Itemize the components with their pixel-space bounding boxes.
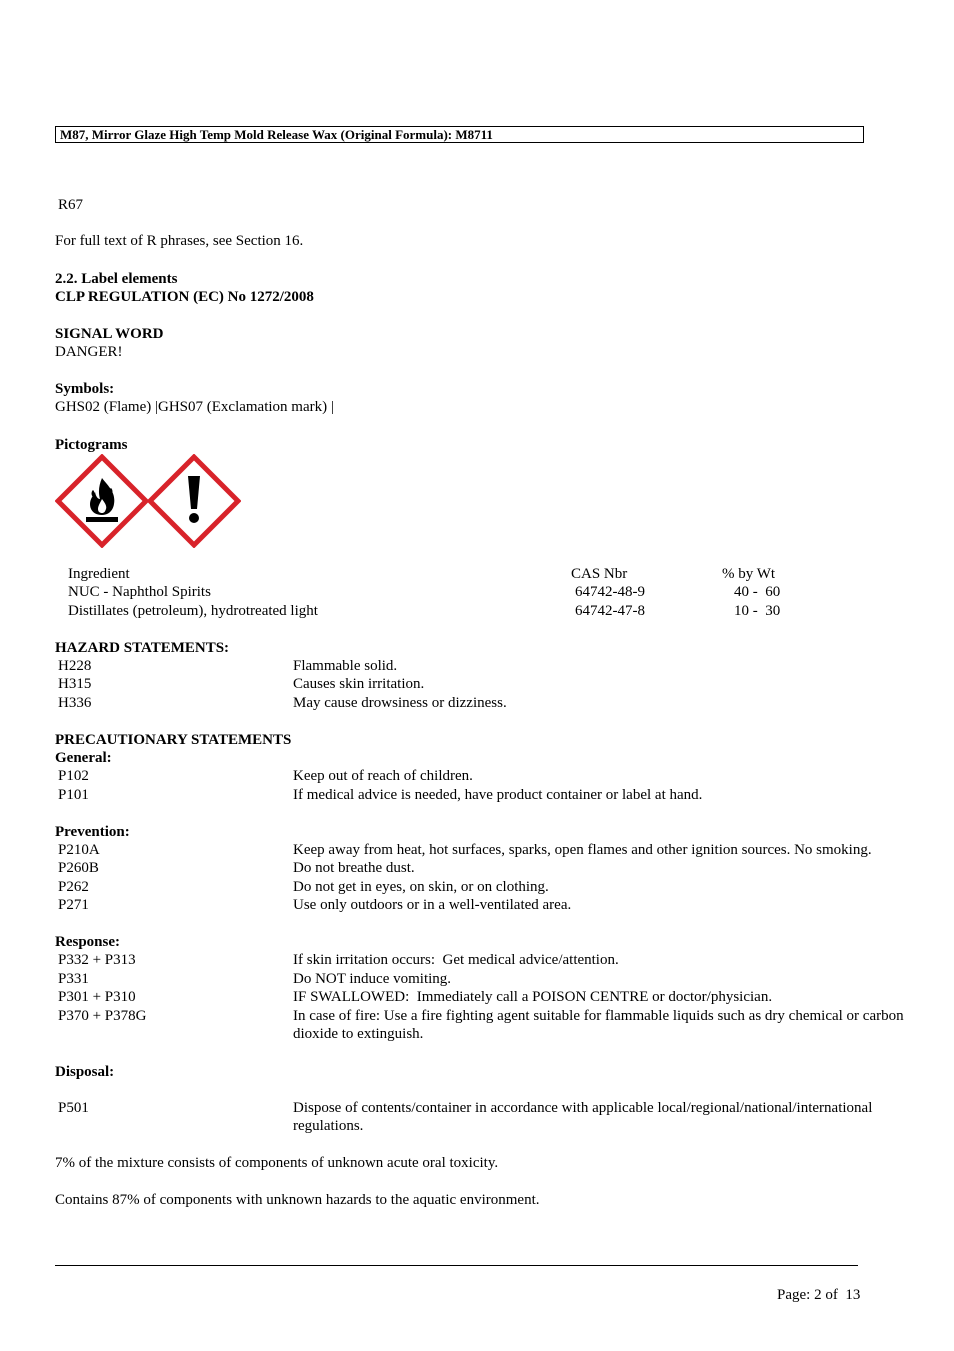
prevention-label: Prevention: [55, 824, 130, 840]
precaution-code: P501 [58, 1100, 89, 1116]
disposal-label: Disposal: [55, 1064, 115, 1080]
precaution-text: If medical advice is needed, have product container or label at hand. [293, 787, 703, 803]
ingredient-name: Distillates (petroleum), hydrotreated light [68, 603, 318, 619]
ingredient-header: Ingredient [68, 566, 130, 582]
ingredient-name: NUC - Naphthol Spirits [68, 584, 211, 600]
wt-header: % by Wt [722, 566, 776, 582]
hazard-heading: HAZARD STATEMENTS: [55, 640, 230, 656]
precaution-code: P331 [58, 971, 89, 987]
precaution-code: P102 [58, 768, 89, 784]
precaution-code: P210A [58, 842, 100, 858]
header-box [55, 126, 864, 143]
symbols-label: Symbols: [55, 381, 115, 397]
precautionary-heading: PRECAUTIONARY STATEMENTS [55, 732, 292, 748]
ingredient-wt: 10 - 30 [734, 603, 781, 619]
precaution-code: P332 + P313 [58, 952, 136, 968]
precaution-text: If skin irritation occurs: Get medical advice/attention. [293, 952, 619, 968]
precaution-code: P101 [58, 787, 89, 803]
ingredient-cas: 64742-47-8 [575, 603, 645, 619]
hazard-text: Causes skin irritation. [293, 676, 425, 692]
precaution-text: In case of fire: Use a fire fighting agent suitable for flammable liquids such as dry chemical or carbon dioxide to extinguish. [293, 1008, 904, 1042]
footer-divider [55, 1265, 858, 1266]
ingredient-wt: 40 - 60 [734, 584, 781, 600]
document-title: M87, Mirror Glaze High Temp Mold Release Wax (Original Formula): M8711 [60, 127, 493, 142]
signal-word-label: SIGNAL WORD [55, 326, 164, 342]
r-phrase-note: For full text of R phrases, see Section 16. [55, 233, 304, 249]
response-label: Response: [55, 934, 121, 950]
hazard-text: Flammable solid. [293, 658, 398, 674]
precaution-text: IF SWALLOWED: Immediately call a POISON CENTRE or doctor/physician. [293, 989, 773, 1005]
precaution-text: Do NOT induce vomiting. [293, 971, 452, 987]
r-phrase: R67 [58, 197, 84, 213]
hazard-text: May cause drowsiness or dizziness. [293, 695, 507, 711]
exclamation-mark-icon [147, 454, 241, 548]
precaution-text: Dispose of contents/container in accordance with applicable local/regional/national/international regulations. [293, 1100, 873, 1134]
hazard-code: H228 [58, 658, 92, 674]
pictograms-label: Pictograms [55, 437, 128, 453]
precaution-text: Use only outdoors or in a well-ventilated area. [293, 897, 572, 913]
symbols-value: GHS02 (Flame) |GHS07 (Exclamation mark) | [55, 399, 334, 415]
hazard-code: H315 [58, 676, 92, 692]
precaution-text: Do not breathe dust. [293, 860, 415, 876]
precaution-code: P370 + P378G [58, 1008, 147, 1024]
cas-header: CAS Nbr [571, 566, 628, 582]
oral-toxicity-note: 7% of the mixture consists of components of unknown acute oral toxicity. [55, 1155, 499, 1171]
page-number: Page: 2 of 13 [777, 1287, 861, 1303]
precaution-text: Keep out of reach of children. [293, 768, 473, 784]
precaution-text: Keep away from heat, hot surfaces, sparks, open flames and other ignition sources. No smoking. [293, 842, 872, 858]
precaution-code: P260B [58, 860, 99, 876]
precaution-code: P271 [58, 897, 89, 913]
precaution-text: Do not get in eyes, on skin, or on clothing. [293, 879, 549, 895]
ingredient-cas: 64742-48-9 [575, 584, 645, 600]
signal-word-value: DANGER! [55, 344, 123, 360]
precaution-code: P301 + P310 [58, 989, 136, 1005]
pictograms [55, 454, 241, 548]
precaution-code: P262 [58, 879, 89, 895]
aquatic-note: Contains 87% of components with unknown hazards to the aquatic environment. [55, 1192, 540, 1208]
clp-regulation: CLP REGULATION (EC) No 1272/2008 [55, 289, 314, 305]
label-elements-heading: 2.2. Label elements [55, 271, 178, 287]
general-label: General: [55, 750, 112, 766]
flame-icon [55, 454, 149, 548]
hazard-code: H336 [58, 695, 92, 711]
